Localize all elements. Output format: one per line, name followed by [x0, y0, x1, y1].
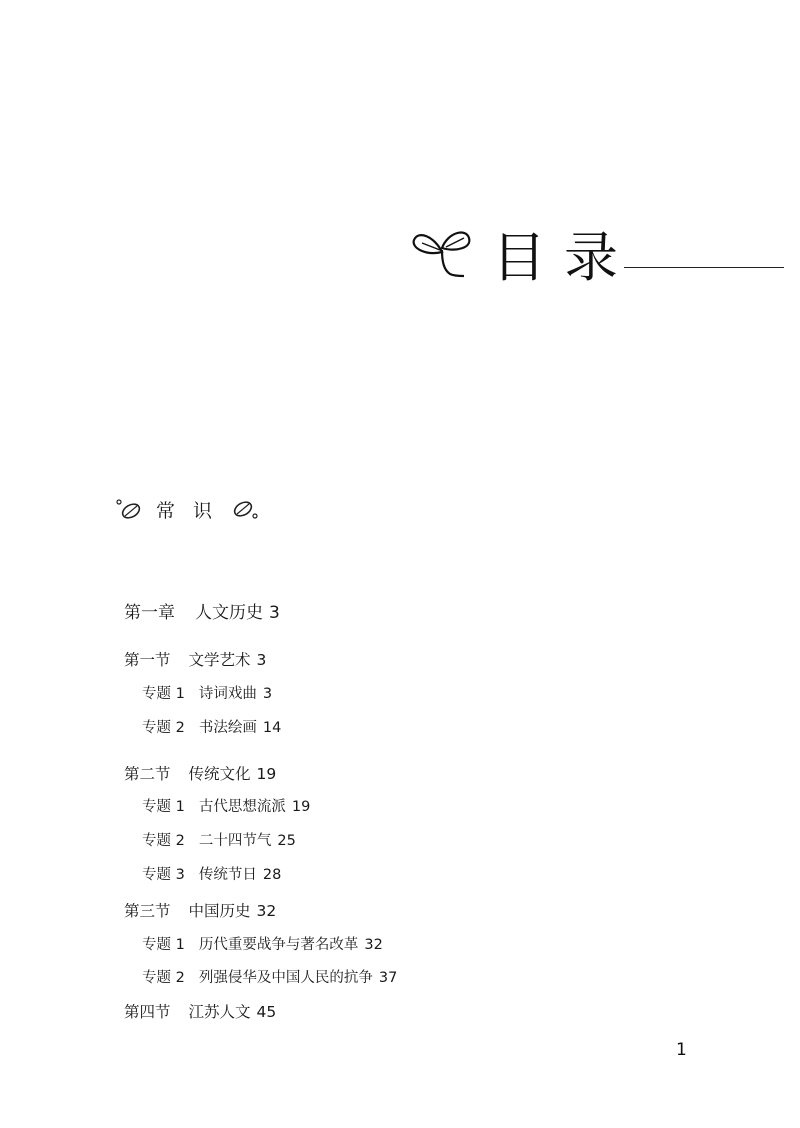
toc-topic-number: 专题 2: [142, 833, 185, 849]
toc-page-number: 19: [291, 799, 311, 815]
toc-topic-title: 诗词戏曲: [198, 686, 257, 702]
toc-section-title: 中国历史: [188, 902, 251, 920]
toc-topic-title: 二十四节气: [198, 833, 272, 849]
toc-page-number: 14: [262, 720, 282, 736]
toc-page-number: 28: [262, 867, 282, 883]
toc-section-number: 第三节: [124, 902, 171, 920]
toc-topic-number: 专题 1: [142, 937, 185, 953]
toc-section-title: 江苏人文: [188, 1003, 251, 1021]
toc-page-number: 45: [256, 1003, 277, 1021]
toc-section-number: 第二节: [124, 765, 171, 783]
toc-section-title: 传统文化: [188, 765, 251, 783]
toc-page-number: 37: [378, 970, 398, 986]
sprout-icon: [412, 218, 472, 280]
toc-topic-title: 历代重要战争与著名改革: [198, 937, 359, 953]
leaf-icon: [232, 498, 258, 520]
leaf-icon: [116, 498, 142, 520]
toc-topic-number: 专题 1: [142, 799, 185, 815]
toc-page-number: 32: [256, 902, 277, 920]
toc-topic-number: 专题 2: [142, 720, 185, 736]
toc-topic-title: 古代思想流派: [198, 799, 286, 815]
toc-topic-number: 专题 1: [142, 686, 185, 702]
toc-page-number: 19: [256, 765, 277, 783]
toc-chapter-number: 第一章: [124, 603, 175, 623]
toc-page-number: 3: [269, 603, 280, 623]
page-title: 目录: [492, 226, 636, 289]
toc-section-title: 文学艺术: [188, 651, 251, 669]
section-heading-label: 常识: [156, 500, 231, 522]
toc-page-number: 3: [256, 651, 267, 669]
toc-section-number: 第一节: [124, 651, 171, 669]
toc-topic-title: 传统节日: [198, 867, 257, 883]
toc-title-block: [412, 214, 792, 304]
toc-page-number: 3: [262, 686, 273, 702]
toc-topic-title: 列强侵华及中国人民的抗争: [198, 970, 373, 986]
toc-chapter-title: 人文历史: [195, 603, 263, 623]
toc-page-number: 25: [277, 833, 296, 849]
toc-page-number: 32: [364, 937, 383, 953]
toc-topic-number: 专题 3: [142, 867, 185, 883]
toc-topic-number: 专题 2: [142, 970, 185, 986]
toc-section-number: 第四节: [124, 1003, 171, 1021]
toc-topic-title: 书法绘画: [198, 720, 257, 736]
page-number: 1: [676, 1040, 687, 1060]
title-rule: [624, 267, 784, 268]
